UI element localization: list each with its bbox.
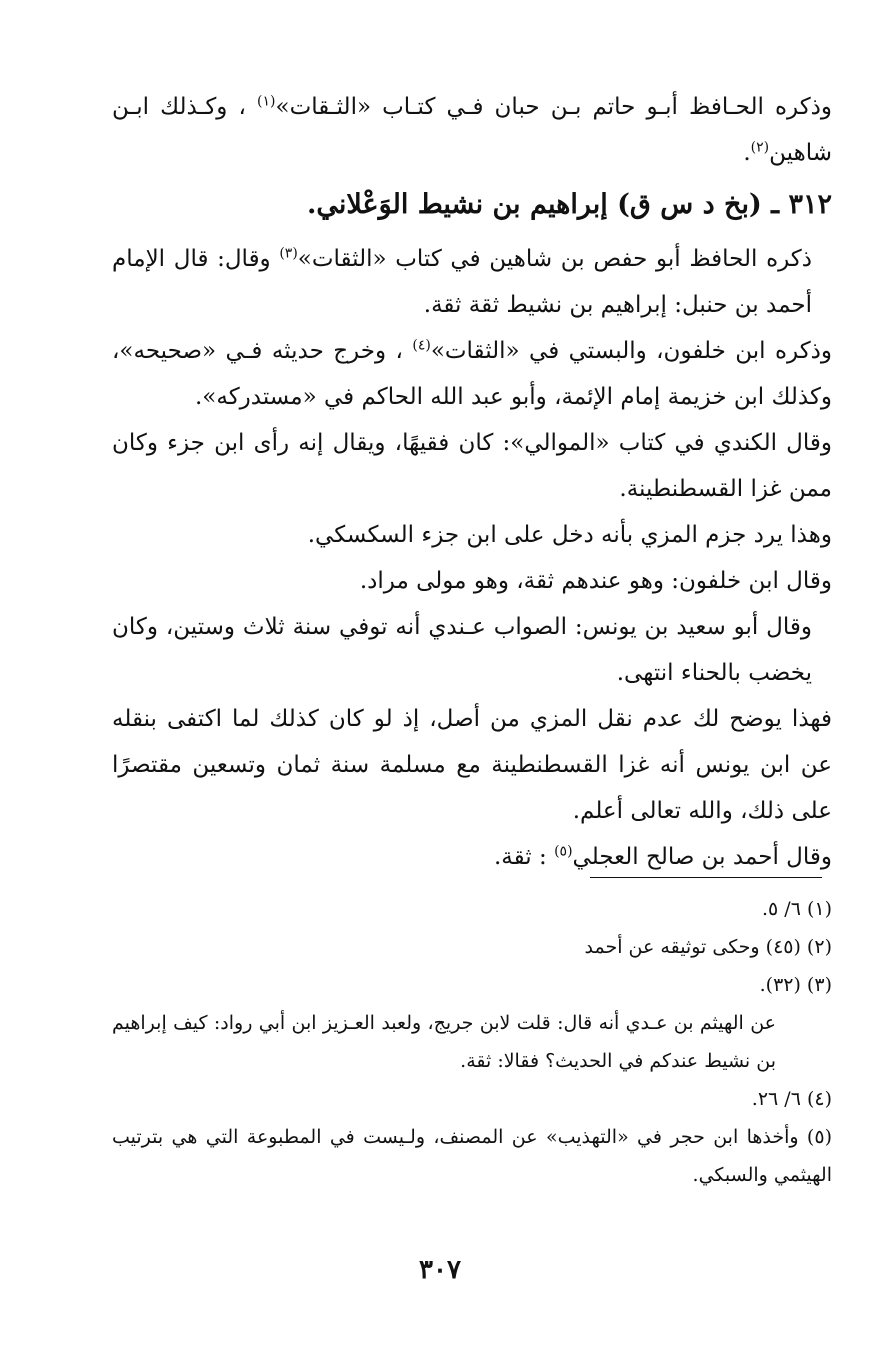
- footnote-3: (٣) (٣٢).: [759, 974, 832, 996]
- page-number: ٣٠٧: [419, 1255, 461, 1285]
- paragraph-ibn-yunus: وقال أبو سعيد بن يونس: الصواب عـندي أنه توفي سنة ثلاث وستين، وكان يخضب بالحناء انتهى.: [112, 614, 812, 686]
- paragraph-text: : ثقة.: [494, 844, 555, 870]
- paragraph-text: .: [743, 140, 751, 166]
- footnote-ref-5: (٥): [554, 843, 573, 860]
- paragraph-text: وقال: قال الإمام أحمد بن حنبل: إبراهيم بن نشيط ثقة ثقة.: [112, 246, 812, 318]
- footnote-ref-4: (٤): [412, 337, 431, 354]
- paragraph-ibn-shahin: [112, 236, 832, 328]
- footnote-2: (٢) (٤٥) وحكى توثيقه عن أحمد: [584, 936, 832, 958]
- paragraph-text: ذكره الحافظ أبو حفص بن شاهين في كتاب «الثقات»: [297, 246, 812, 272]
- footnote-ref-3: (٣): [279, 245, 298, 262]
- paragraph-text: وذكره ابن خلفون، والبستي في «الثقات»: [430, 338, 832, 364]
- paragraph-ibn-khalfun-mawla: وقال ابن خلفون: وهو عندهم ثقة، وهو مولى مراد.: [359, 568, 832, 594]
- paragraph-text: ، وكـذلك ابـن شاهين: [112, 94, 832, 166]
- paragraph-ijli: [112, 834, 832, 880]
- footnote-divider: [590, 877, 822, 878]
- footnote-3-continuation: عن الهيثم بن عـدي أنه قال: قلت لابن جريج، ولعبد العـزيز ابن أبي رواد: كيف إبراهيم بن نشيط عندكم في الحديث؟ فقالا: ثقة.: [112, 1012, 776, 1072]
- paragraph-conclusion: فهذا يوضح لك عدم نقل المزي من أصل، إذ لو كان كذلك لما اكتفى بنقله عن ابن يونس أنه غزا القسطنطينة مع مسلمة سنة ثمان وتسعين مقتصرًا على ذلك، والله تعالى أعلم.: [112, 706, 832, 824]
- paragraph-mizzi: وهذا يرد جزم المزي بأنه دخل على ابن جزء السكسكي.: [307, 522, 832, 548]
- paragraph-ibn-khalfun: [112, 328, 832, 420]
- paragraph-text: ، وخرج حديثه فـي «صحيحه»، وكذلك ابن خزيمة إمام الإئمة، وأبو عبد الله الحاكم في «مستدركه».: [112, 338, 832, 410]
- footnote-ref-2: (٢): [750, 139, 770, 156]
- paragraph-text: وقال أحمد بن صالح العجلي: [572, 844, 832, 870]
- footnote-1: (١) ٦/ ٥.: [761, 898, 832, 920]
- footnote-ref-1: (١): [257, 93, 276, 110]
- footnotes: [112, 890, 832, 1194]
- footnote-5: (٥) وأخذها ابن حجر في «التهذيب» عن المصنف، ولـيست في المطبوعة التي هي بترتيب الهيثمي والسبكي.: [112, 1126, 832, 1186]
- paragraph-kindi: وقال الكندي في كتاب «الموالي»: كان فقيهًا، ويقال إنه رأى ابن جزء وكان ممن غزا القسطنطينة.: [112, 430, 832, 502]
- footnote-4: (٤) ٦/ ٢٦.: [751, 1088, 832, 1110]
- main-text: [112, 84, 832, 880]
- paragraph-ibn-hibban: [112, 84, 832, 176]
- entry-heading: ٣١٢ ـ (بخ د س ق) إبراهيم بن نشيط الوَعْلاني.: [307, 189, 832, 220]
- paragraph-text: وذكره الحـافظ أبـو حاتم بـن حبان فـي كتـاب «الثـقات»: [275, 94, 832, 120]
